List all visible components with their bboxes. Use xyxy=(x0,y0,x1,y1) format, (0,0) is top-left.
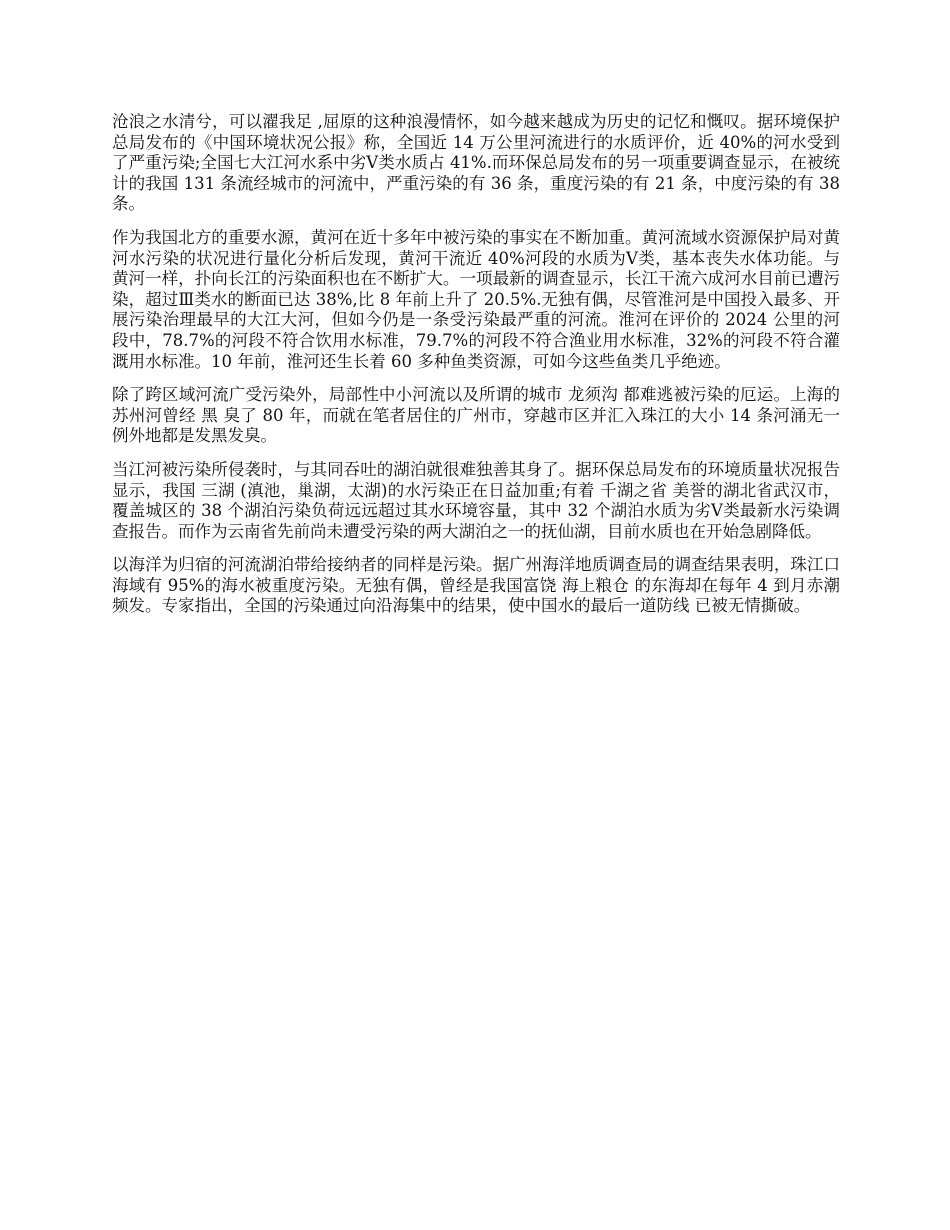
paragraph-1: 沧浪之水清兮，可以濯我足 ,屈原的这种浪漫情怀，如今越来越成为历史的记忆和慨叹。据环境保护总局发布的《中国环境状况公报》称，全国近 14 万公里河流进行的水质评价，近 40%的河水受到了严重污染;全国七大江河水系中劣Ⅴ类水质占 41%.而环保总局发布的另一项重要调查显示，在被统计的我国 131 条流经城市的河流中，严重污染的有 36 条，重度污染的有 21 条，中度污染的有 38 条。 xyxy=(112,112,840,214)
paragraph-3: 除了跨区域河流广受污染外，局部性中小河流以及所谓的城市 龙须沟 都难逃被污染的厄运。上海的苏州河曾经 黑 臭了 80 年，而就在笔者居住的广州市，穿越市区并汇入珠江的大小 14 条河涌无一例外地都是发黑发臭。 xyxy=(112,385,840,446)
paragraph-2: 作为我国北方的重要水源，黄河在近十多年中被污染的事实在不断加重。黄河流域水资源保护局对黄河水污染的状况进行量化分析后发现，黄河干流近 40%河段的水质为Ⅴ类，基本丧失水体功能。与黄河一样，扑向长江的污染面积也在不断扩大。一项最新的调查显示，长江干流六成河水目前已遭污染，超过Ⅲ类水的断面已达 38%,比 8 年前上升了 20.5%.无独有偶，尽管淮河是中国投入最多、开展污染治理最早的大江大河，但如今仍是一条受污染最严重的河流。淮河在评价的 2024 公里的河段中，78.7%的河段不符合饮用水标准，79.7%的河段不符合渔业用水标准，32%的河段不符合灌溉用水标准。10 年前，淮河还生长着 60 多种鱼类资源，可如今这些鱼类几乎绝迹。 xyxy=(112,227,840,371)
paragraph-5: 以海洋为归宿的河流湖泊带给接纳者的同样是污染。据广州海洋地质调查局的调查结果表明，珠江口海域有 95%的海水被重度污染。无独有偶，曾经是我国富饶 海上粮仓 的东海却在每年 4 到月赤潮频发。专家指出，全国的污染通过向沿海集中的结果，使中国水的最后一道防线 已被无情撕破。 xyxy=(112,555,840,616)
document-body xyxy=(112,112,840,630)
paragraph-4: 当江河被污染所侵袭时，与其同吞吐的湖泊就很难独善其身了。据环保总局发布的环境质量状况报告显示，我国 三湖 (滇池，巢湖，太湖)的水污染正在日益加重;有着 千湖之省 美誉的湖北省武汉市，覆盖城区的 38 个湖泊污染负荷远远超过其水环境容量，其中 32 个湖泊水质为劣Ⅴ类最新水污染调查报告。而作为云南省先前尚未遭受污染的两大湖泊之一的抚仙湖，目前水质也在开始急剧降低。 xyxy=(112,459,840,541)
